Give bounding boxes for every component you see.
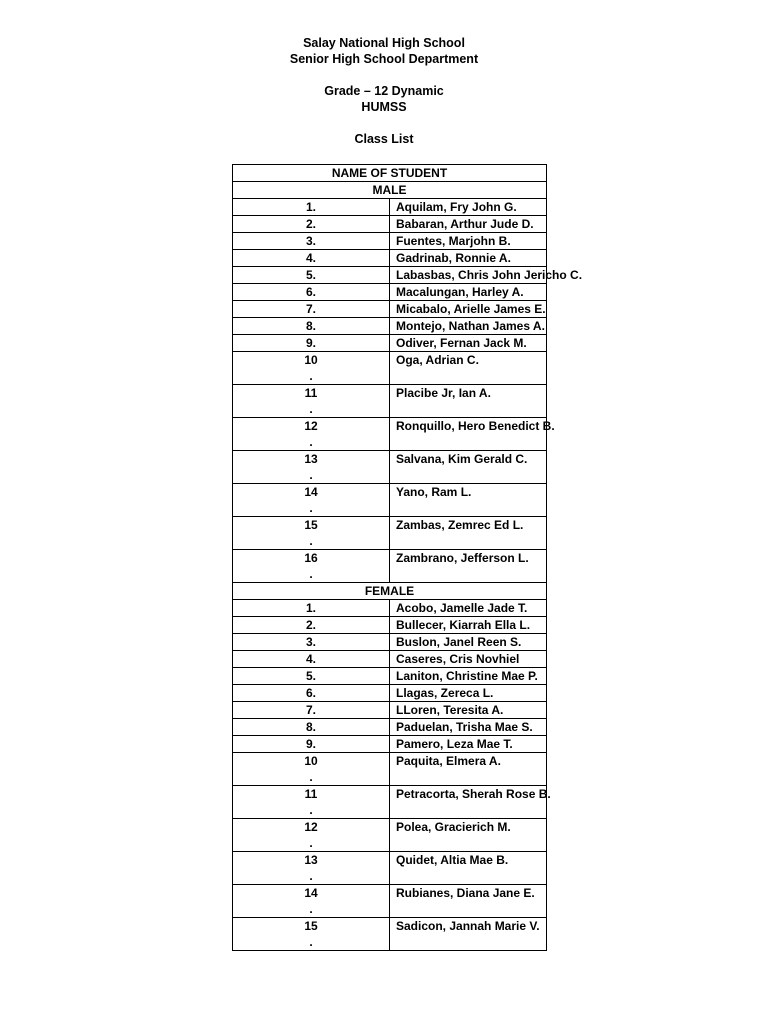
female-student-row	[233, 852, 547, 885]
student-name: Placibe Jr, Ian A.	[390, 385, 547, 418]
student-number	[233, 819, 390, 852]
student-number	[233, 418, 390, 451]
student-number	[233, 918, 390, 951]
male-student-row	[233, 233, 547, 250]
student-number-dot: .	[309, 902, 313, 916]
student-name: Macalungan, Harley A.	[390, 284, 547, 301]
student-name: Paquita, Elmera A.	[390, 753, 547, 786]
student-number-dot: .	[309, 402, 313, 416]
female-student-row	[233, 885, 547, 918]
student-number	[233, 352, 390, 385]
student-number	[233, 250, 390, 267]
female-student-row	[233, 634, 547, 651]
student-name: Paduelan, Trisha Mae S.	[390, 719, 547, 736]
student-number-text: 10	[304, 353, 318, 367]
student-number	[233, 517, 390, 550]
female-student-row	[233, 819, 547, 852]
student-number-text: 7.	[305, 302, 316, 316]
student-number	[233, 451, 390, 484]
student-name: Gadrinab, Ronnie A.	[390, 250, 547, 267]
student-number	[233, 484, 390, 517]
student-number-text: 10	[304, 754, 318, 768]
student-number	[233, 753, 390, 786]
male-student-row	[233, 267, 547, 284]
female-student-row	[233, 736, 547, 753]
student-number-dot: .	[309, 435, 313, 449]
student-name: Fuentes, Marjohn B.	[390, 233, 547, 250]
student-number-text: 14	[304, 886, 318, 900]
student-name: Acobo, Jamelle Jade T.	[390, 600, 547, 617]
student-number	[233, 685, 390, 702]
male-section-label: MALE	[233, 182, 547, 199]
female-student-row	[233, 600, 547, 617]
female-student-row	[233, 786, 547, 819]
student-number	[233, 719, 390, 736]
male-student-row	[233, 517, 547, 550]
class-list-table	[232, 164, 583, 951]
student-number	[233, 216, 390, 233]
male-student-row	[233, 451, 547, 484]
student-name: Micabalo, Arielle James E.	[390, 301, 547, 318]
student-name: Llagas, Zereca L.	[390, 685, 547, 702]
student-number-text: 14	[304, 485, 318, 499]
student-number-dot: .	[309, 468, 313, 482]
student-number-text: 1.	[305, 200, 316, 214]
student-number-text: 9.	[305, 737, 316, 751]
student-number	[233, 199, 390, 216]
student-number	[233, 885, 390, 918]
male-student-row	[233, 352, 547, 385]
female-section-row	[233, 583, 547, 600]
table-header-row	[233, 165, 547, 182]
student-name: Yano, Ram L.	[390, 484, 547, 517]
student-name: Zambrano, Jefferson L.	[390, 550, 547, 583]
student-number-text: 5.	[305, 268, 316, 282]
student-name: LLoren, Teresita A.	[390, 702, 547, 719]
student-name: Montejo, Nathan James A.	[390, 318, 547, 335]
student-name: Labasbas, Chris John Jericho C.	[390, 267, 547, 284]
female-student-row	[233, 668, 547, 685]
student-number-text: 8.	[305, 720, 316, 734]
student-number-text: 12	[304, 419, 318, 433]
student-name: Petracorta, Sherah Rose B.	[390, 786, 547, 819]
student-number-dot: .	[309, 869, 313, 883]
student-number-text: 9.	[305, 336, 316, 350]
male-section-row	[233, 182, 547, 199]
male-student-row	[233, 284, 547, 301]
female-student-row	[233, 719, 547, 736]
male-student-row	[233, 335, 547, 352]
student-number	[233, 736, 390, 753]
class-list-title: Class List	[354, 132, 414, 146]
student-number	[233, 318, 390, 335]
student-number-dot: .	[309, 501, 313, 515]
student-number	[233, 852, 390, 885]
student-number-text: 3.	[305, 635, 316, 649]
student-name: Caseres, Cris Novhiel	[390, 651, 547, 668]
student-name: Bullecer, Kiarrah Ella L.	[390, 617, 547, 634]
student-number-text: 1.	[305, 601, 316, 615]
student-number-dot: .	[309, 803, 313, 817]
student-name: Buslon, Janel Reen S.	[390, 634, 547, 651]
student-number-text: 4.	[305, 652, 316, 666]
student-name: Rubianes, Diana Jane E.	[390, 885, 547, 918]
student-name: Laniton, Christine Mae P.	[390, 668, 547, 685]
student-number-text: 15	[304, 919, 318, 933]
school-name: Salay National High School	[303, 36, 465, 50]
female-student-row	[233, 685, 547, 702]
student-number	[233, 668, 390, 685]
female-student-row	[233, 651, 547, 668]
student-name: Oga, Adrian C.	[390, 352, 547, 385]
student-number-dot: .	[309, 567, 313, 581]
student-name: Babaran, Arthur Jude D.	[390, 216, 547, 233]
student-number-text: 3.	[305, 234, 316, 248]
student-number-dot: .	[309, 369, 313, 383]
student-number	[233, 786, 390, 819]
student-number-text: 16	[304, 551, 318, 565]
student-number	[233, 335, 390, 352]
student-number-text: 6.	[305, 686, 316, 700]
student-name: Polea, Gracierich M.	[390, 819, 547, 852]
student-number	[233, 284, 390, 301]
male-student-row	[233, 199, 547, 216]
student-number	[233, 385, 390, 418]
student-name: Ronquillo, Hero Benedict B.	[390, 418, 547, 451]
female-student-row	[233, 702, 547, 719]
student-name: Zambas, Zemrec Ed L.	[390, 517, 547, 550]
female-student-row	[233, 753, 547, 786]
student-number-text: 13	[304, 452, 318, 466]
student-number-text: 2.	[305, 618, 316, 632]
student-number	[233, 651, 390, 668]
male-student-row	[233, 418, 547, 451]
student-number-text: 11	[304, 386, 318, 400]
student-number	[233, 233, 390, 250]
female-student-row	[233, 617, 547, 634]
student-number	[233, 702, 390, 719]
male-student-row	[233, 385, 547, 418]
female-student-row	[233, 918, 547, 951]
student-name: Odiver, Fernan Jack M.	[390, 335, 547, 352]
student-number	[233, 550, 390, 583]
student-number-text: 12	[304, 820, 318, 834]
student-name: Aquilam, Fry John G.	[390, 199, 547, 216]
student-number-dot: .	[309, 935, 313, 949]
female-section-label: FEMALE	[233, 583, 547, 600]
column-header-name-of-student: NAME OF STUDENT	[233, 165, 547, 182]
department-name: Senior High School Department	[289, 52, 479, 66]
grade-section: Grade – 12 Dynamic	[324, 84, 444, 98]
student-number-text: 6.	[305, 285, 316, 299]
student-name: Pamero, Leza Mae T.	[390, 736, 547, 753]
student-name: Quidet, Altia Mae B.	[390, 852, 547, 885]
strand-name: HUMSS	[361, 100, 407, 114]
student-number	[233, 301, 390, 318]
student-number	[233, 617, 390, 634]
student-number-text: 7.	[305, 703, 316, 717]
student-number-text: 8.	[305, 319, 316, 333]
male-student-row	[233, 318, 547, 335]
student-name: Sadicon, Jannah Marie V.	[390, 918, 547, 951]
student-number-text: 5.	[305, 669, 316, 683]
student-number-text: 15	[304, 518, 318, 532]
student-name: Salvana, Kim Gerald C.	[390, 451, 547, 484]
student-number-text: 11	[304, 787, 318, 801]
student-number	[233, 600, 390, 617]
student-number-dot: .	[309, 534, 313, 548]
student-number-text: 13	[304, 853, 318, 867]
male-student-row	[233, 301, 547, 318]
male-student-row	[233, 250, 547, 267]
male-student-row	[233, 550, 547, 583]
student-number-dot: .	[309, 770, 313, 784]
student-number	[233, 267, 390, 284]
student-number-dot: .	[309, 836, 313, 850]
student-number-text: 4.	[305, 251, 316, 265]
male-student-row	[233, 484, 547, 517]
student-number-text: 2.	[305, 217, 316, 231]
student-number	[233, 634, 390, 651]
male-student-row	[233, 216, 547, 233]
